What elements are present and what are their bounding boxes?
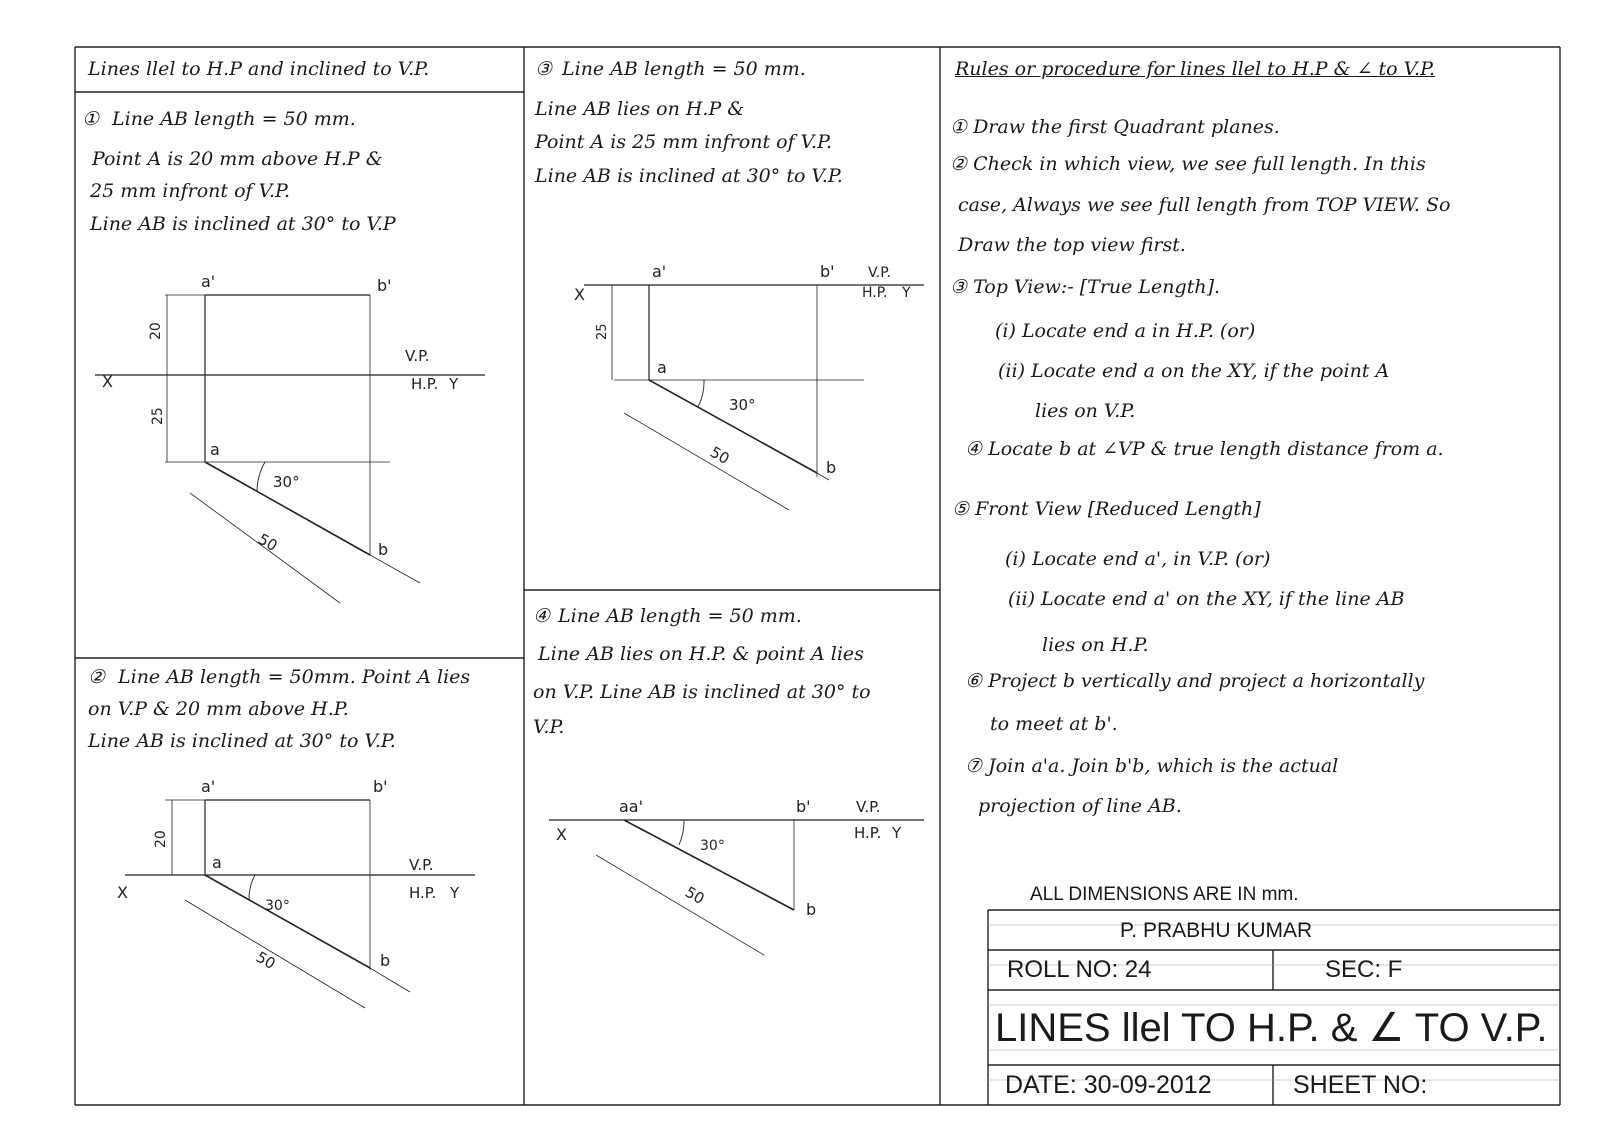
p3-b: b: [826, 458, 837, 477]
p2-vp: V.P.: [409, 856, 434, 874]
p3-angle: 30°: [729, 396, 756, 414]
panel2-line-1: Line AB length = 50mm. Point A lies: [118, 666, 471, 688]
rule-step-12: (ii) Locate end a' on the XY, if the line AB: [1008, 588, 1405, 610]
p4-aa-dash: aa': [619, 797, 644, 816]
p4-y: Y: [892, 824, 902, 842]
p1-x: X: [102, 372, 113, 391]
panel1-line-2: 25 mm infront of V.P.: [90, 180, 290, 202]
p1-b: b: [378, 540, 389, 559]
p1-d20: 20: [148, 322, 164, 340]
rule-step-7: (ii) Locate end a on the XY, if the point A: [998, 360, 1390, 382]
p3-y: Y: [902, 285, 911, 301]
rule-step-10: ⑤ Front View [Reduced Length]: [952, 498, 1261, 520]
panel3-line-3: Line AB is inclined at 30° to V.P.: [535, 165, 843, 187]
rule-step-3: case, Always we see full length from TOP VIEW. So: [958, 194, 1451, 216]
rule-step-1: ① Draw the first Quadrant planes.: [950, 116, 1280, 138]
p1-hp: H.P.: [411, 375, 439, 393]
panel1-line-1: Point A is 20 mm above H.P &: [92, 148, 383, 170]
panel3-line-2: Point A is 25 mm infront of V.P.: [535, 131, 833, 153]
rule-step-13: lies on H.P.: [1042, 634, 1149, 656]
rule-step-5: ③ Top View:- [True Length].: [950, 276, 1221, 298]
panel4-number: ④: [533, 605, 551, 627]
date: DATE: 30-09-2012: [1005, 1071, 1212, 1099]
p4-angle: 30°: [700, 838, 725, 854]
p2-a: a: [212, 853, 222, 872]
p3-hp: H.P.: [862, 285, 888, 301]
p2-x: X: [117, 883, 128, 902]
p2-hp: H.P.: [409, 884, 437, 902]
panel3-diagram: [524, 255, 940, 515]
rule-step-15: to meet at b'.: [990, 713, 1118, 735]
p1-d25: 25: [150, 407, 166, 425]
panel2-line-3: Line AB is inclined at 30° to V.P.: [88, 730, 396, 752]
student-name: P. PRABHU KUMAR: [1120, 919, 1313, 942]
p3-a-dash: a': [652, 262, 667, 281]
rule-step-6: (i) Locate end a in H.P. (or): [995, 320, 1256, 342]
p1-a-dash: a': [201, 272, 216, 291]
p4-b-dash: b': [796, 797, 811, 816]
dimensions-note: ALL DIMENSIONS ARE IN mm.: [1030, 884, 1299, 905]
p1-y: Y: [449, 375, 459, 393]
rule-step-16: ⑦ Join a'a. Join b'b, which is the actual: [965, 755, 1339, 777]
p4-x: X: [556, 825, 567, 844]
roll-number: ROLL NO: 24: [1007, 956, 1152, 983]
p3-a: a: [657, 358, 667, 377]
p2-y: Y: [450, 884, 460, 902]
p1-b-dash: b': [377, 276, 392, 295]
p2-len: 50: [253, 947, 279, 974]
panel3-line-1: Line AB lies on H.P &: [535, 98, 745, 120]
rule-step-9: ④ Locate b at ∠VP & true length distance from a.: [965, 438, 1444, 460]
p3-d25: 25: [595, 323, 610, 340]
p3-len: 50: [707, 442, 733, 469]
panel4-line-1: Line AB lies on H.P. & point A lies: [538, 643, 864, 665]
p1-angle: 30°: [273, 473, 300, 491]
panel4-line-2: on V.P. Line AB is inclined at 30° to: [533, 681, 871, 703]
panel4-diagram: [524, 780, 940, 980]
sheet-title: LINES llel TO H.P. & ∠ TO V.P.: [995, 1006, 1548, 1050]
p4-b: b: [806, 900, 817, 919]
rule-step-4: Draw the top view first.: [958, 234, 1186, 256]
p1-len: 50: [255, 529, 281, 556]
p2-d20: 20: [153, 830, 169, 848]
p4-vp: V.P.: [856, 798, 881, 816]
p3-vp: V.P.: [868, 265, 891, 281]
panel3-heading: Line AB length = 50 mm.: [562, 58, 806, 80]
p3-b-dash: b': [820, 262, 835, 281]
p4-len: 50: [682, 882, 708, 909]
rule-step-17: projection of line AB.: [978, 795, 1182, 817]
p2-a-dash: a': [201, 777, 216, 796]
panel4-heading: Line AB length = 50 mm.: [558, 605, 802, 627]
rule-step-14: ⑥ Project b vertically and project a horizontally: [965, 670, 1425, 692]
panel3-number: ③: [535, 58, 553, 80]
sheet-number: SHEET NO:: [1293, 1071, 1428, 1099]
p4-hp: H.P.: [854, 824, 882, 842]
p2-b-dash: b': [373, 777, 388, 796]
panel2-number: ②: [88, 666, 106, 688]
panel1-heading: Line AB length = 50 mm.: [112, 108, 356, 130]
section: SEC: F: [1325, 956, 1403, 983]
panel1-title: Lines llel to H.P and inclined to V.P.: [88, 58, 430, 80]
panel2-line-2: on V.P & 20 mm above H.P.: [88, 698, 349, 720]
panel1-line-3: Line AB is inclined at 30° to V.P: [90, 213, 396, 235]
p2-b: b: [380, 951, 391, 970]
p1-vp: V.P.: [405, 347, 430, 365]
rule-step-8: lies on V.P.: [1035, 400, 1136, 422]
rule-step-11: (i) Locate end a', in V.P. (or): [1005, 548, 1271, 570]
rule-step-2: ② Check in which view, we see full length. In this: [950, 153, 1426, 175]
rules-title: Rules or procedure for lines llel to H.P & ∠ to V.P.: [955, 58, 1436, 80]
panel4-line-3: V.P.: [533, 716, 565, 738]
panel1-diagram: [75, 265, 525, 645]
p3-x: X: [574, 285, 585, 304]
panel1-number: ①: [82, 108, 100, 130]
panel2-diagram: [75, 770, 525, 1020]
p2-angle: 30°: [265, 898, 290, 914]
p1-a: a: [210, 440, 220, 459]
